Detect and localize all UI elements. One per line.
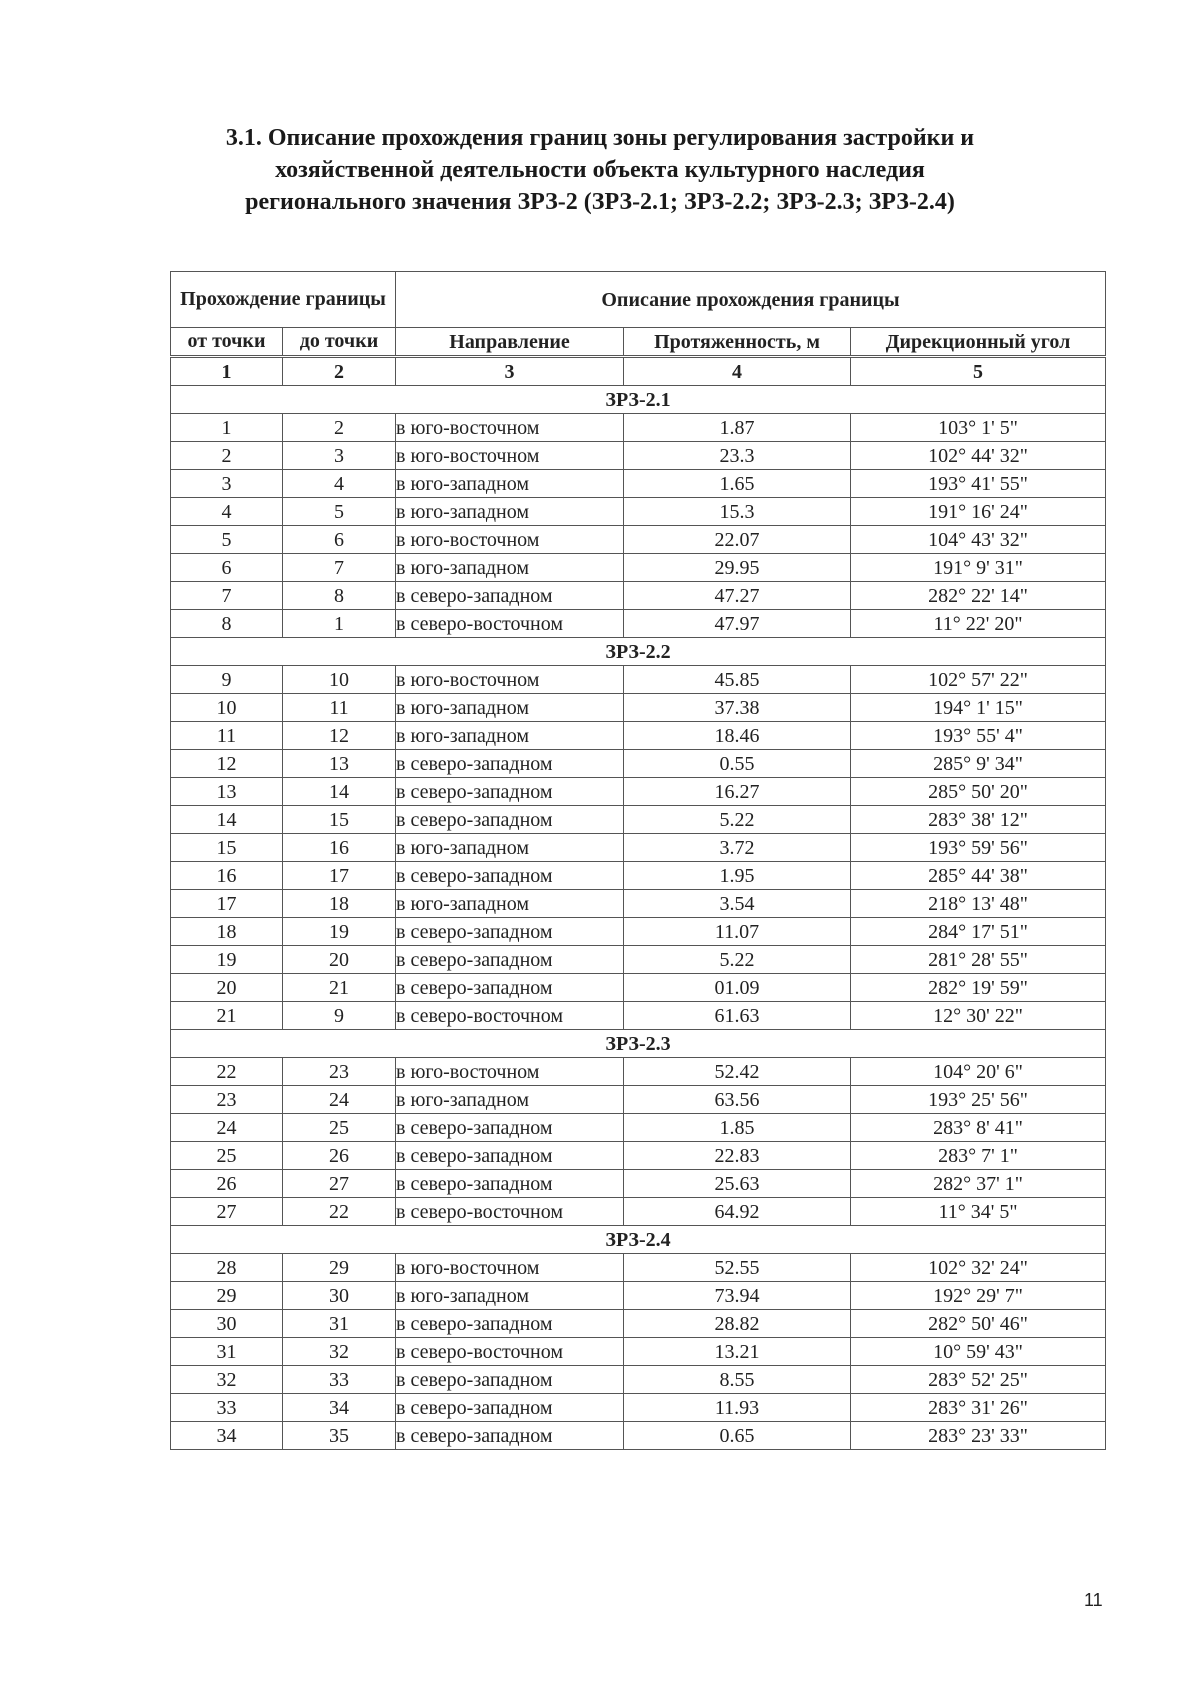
table-row [171, 610, 1106, 638]
from-point-cell: 11 [171, 722, 283, 750]
length-cell: 22.07 [624, 526, 851, 554]
table-row [171, 526, 1106, 554]
from-point-cell: 1 [171, 414, 283, 442]
table-row [171, 582, 1106, 610]
table-row [171, 750, 1106, 778]
angle-cell: 191° 16' 24" [851, 498, 1106, 526]
length-cell: 13.21 [624, 1338, 851, 1366]
angle-cell: 285° 50' 20" [851, 778, 1106, 806]
length-cell: 28.82 [624, 1310, 851, 1338]
direction-cell: в юго-западном [396, 498, 624, 526]
from-point-cell: 16 [171, 862, 283, 890]
table-row [171, 722, 1106, 750]
from-point-cell: 29 [171, 1282, 283, 1310]
length-cell: 3.54 [624, 890, 851, 918]
direction-cell: в северо-западном [396, 1310, 624, 1338]
angle-cell: 283° 52' 25" [851, 1366, 1106, 1394]
to-point-cell: 8 [283, 582, 396, 610]
from-point-cell: 32 [171, 1366, 283, 1394]
length-cell: 22.83 [624, 1142, 851, 1170]
direction-cell: в юго-западном [396, 1086, 624, 1114]
to-point-cell: 27 [283, 1170, 396, 1198]
to-point-cell: 32 [283, 1338, 396, 1366]
from-point-cell: 10 [171, 694, 283, 722]
direction-cell: в юго-восточном [396, 526, 624, 554]
header-direction: Направление [396, 328, 624, 357]
table-row [171, 806, 1106, 834]
document-title [150, 122, 1050, 218]
angle-cell: 218° 13' 48" [851, 890, 1106, 918]
to-point-cell: 20 [283, 946, 396, 974]
to-point-cell: 9 [283, 1002, 396, 1030]
from-point-cell: 25 [171, 1142, 283, 1170]
angle-cell: 281° 28' 55" [851, 946, 1106, 974]
to-point-cell: 11 [283, 694, 396, 722]
from-point-cell: 34 [171, 1422, 283, 1450]
direction-cell: в юго-западном [396, 1282, 624, 1310]
length-cell: 25.63 [624, 1170, 851, 1198]
title-line-3: регионального значения ЗРЗ-2 (ЗРЗ-2.1; ЗРЗ-2.2; ЗРЗ-2.3; ЗРЗ-2.4) [245, 189, 955, 215]
angle-cell: 193° 59' 56" [851, 834, 1106, 862]
angle-cell: 283° 7' 1" [851, 1142, 1106, 1170]
angle-cell: 11° 34' 5" [851, 1198, 1106, 1226]
from-point-cell: 30 [171, 1310, 283, 1338]
zone-header-row [171, 638, 1106, 666]
direction-cell: в юго-восточном [396, 414, 624, 442]
to-point-cell: 7 [283, 554, 396, 582]
table-row [171, 1310, 1106, 1338]
table-row [171, 1254, 1106, 1282]
to-point-cell: 13 [283, 750, 396, 778]
direction-cell: в северо-восточном [396, 610, 624, 638]
header-to-point: до точки [283, 328, 396, 357]
from-point-cell: 28 [171, 1254, 283, 1282]
to-point-cell: 14 [283, 778, 396, 806]
direction-cell: в юго-западном [396, 722, 624, 750]
table-row [171, 1422, 1106, 1450]
title-line-1: 3.1. Описание прохождения границ зоны регулирования застройки и [225, 125, 975, 151]
direction-cell: в северо-западном [396, 806, 624, 834]
direction-cell: в юго-восточном [396, 666, 624, 694]
to-point-cell: 1 [283, 610, 396, 638]
to-point-cell: 23 [283, 1058, 396, 1086]
from-point-cell: 14 [171, 806, 283, 834]
direction-cell: в северо-западном [396, 750, 624, 778]
direction-cell: в северо-восточном [396, 1198, 624, 1226]
to-point-cell: 25 [283, 1114, 396, 1142]
to-point-cell: 6 [283, 526, 396, 554]
length-cell: 15.3 [624, 498, 851, 526]
header-angle: Дирекционный угол [851, 328, 1106, 357]
boundary-table-body [171, 272, 1106, 1450]
length-cell: 0.55 [624, 750, 851, 778]
angle-cell: 191° 9' 31" [851, 554, 1106, 582]
direction-cell: в северо-западном [396, 1114, 624, 1142]
to-point-cell: 10 [283, 666, 396, 694]
length-cell: 1.65 [624, 470, 851, 498]
zone-name: ЗРЗ-2.1 [171, 386, 1106, 414]
to-point-cell: 3 [283, 442, 396, 470]
to-point-cell: 16 [283, 834, 396, 862]
column-number: 4 [624, 357, 851, 386]
from-point-cell: 9 [171, 666, 283, 694]
to-point-cell: 26 [283, 1142, 396, 1170]
from-point-cell: 13 [171, 778, 283, 806]
direction-cell: в юго-западном [396, 890, 624, 918]
from-point-cell: 5 [171, 526, 283, 554]
direction-cell: в юго-восточном [396, 442, 624, 470]
length-cell: 5.22 [624, 946, 851, 974]
from-point-cell: 22 [171, 1058, 283, 1086]
table-row [171, 1198, 1106, 1226]
table-row [171, 1170, 1106, 1198]
length-cell: 3.72 [624, 834, 851, 862]
direction-cell: в северо-западном [396, 1422, 624, 1450]
from-point-cell: 31 [171, 1338, 283, 1366]
length-cell: 01.09 [624, 974, 851, 1002]
length-cell: 8.55 [624, 1366, 851, 1394]
angle-cell: 12° 30' 22" [851, 1002, 1106, 1030]
angle-cell: 104° 43' 32" [851, 526, 1106, 554]
from-point-cell: 18 [171, 918, 283, 946]
column-number: 2 [283, 357, 396, 386]
direction-cell: в северо-западном [396, 1394, 624, 1422]
angle-cell: 10° 59' 43" [851, 1338, 1106, 1366]
direction-cell: в юго-западном [396, 554, 624, 582]
from-point-cell: 26 [171, 1170, 283, 1198]
angle-cell: 192° 29' 7" [851, 1282, 1106, 1310]
table-row [171, 974, 1106, 1002]
length-cell: 45.85 [624, 666, 851, 694]
to-point-cell: 34 [283, 1394, 396, 1422]
from-point-cell: 6 [171, 554, 283, 582]
angle-cell: 194° 1' 15" [851, 694, 1106, 722]
table-row [171, 666, 1106, 694]
direction-cell: в северо-западном [396, 862, 624, 890]
to-point-cell: 33 [283, 1366, 396, 1394]
to-point-cell: 22 [283, 1198, 396, 1226]
length-cell: 73.94 [624, 1282, 851, 1310]
angle-cell: 282° 22' 14" [851, 582, 1106, 610]
to-point-cell: 15 [283, 806, 396, 834]
direction-cell: в юго-западном [396, 834, 624, 862]
table-row [171, 1282, 1106, 1310]
length-cell: 29.95 [624, 554, 851, 582]
from-point-cell: 23 [171, 1086, 283, 1114]
angle-cell: 193° 55' 4" [851, 722, 1106, 750]
angle-cell: 283° 8' 41" [851, 1114, 1106, 1142]
direction-cell: в юго-восточном [396, 1254, 624, 1282]
direction-cell: в северо-западном [396, 1366, 624, 1394]
column-number: 5 [851, 357, 1106, 386]
length-cell: 18.46 [624, 722, 851, 750]
length-cell: 1.87 [624, 414, 851, 442]
angle-cell: 285° 9' 34" [851, 750, 1106, 778]
angle-cell: 104° 20' 6" [851, 1058, 1106, 1086]
table-row [171, 1086, 1106, 1114]
direction-cell: в юго-западном [396, 694, 624, 722]
page-number: 11 [1084, 1590, 1103, 1610]
angle-cell: 11° 22' 20" [851, 610, 1106, 638]
to-point-cell: 12 [283, 722, 396, 750]
to-point-cell: 35 [283, 1422, 396, 1450]
length-cell: 1.95 [624, 862, 851, 890]
column-number: 1 [171, 357, 283, 386]
length-cell: 11.07 [624, 918, 851, 946]
header-passage: Прохождение границы [171, 272, 396, 328]
direction-cell: в северо-западном [396, 778, 624, 806]
angle-cell: 193° 25' 56" [851, 1086, 1106, 1114]
table-row [171, 918, 1106, 946]
length-cell: 5.22 [624, 806, 851, 834]
direction-cell: в северо-западном [396, 1142, 624, 1170]
header-from-point: от точки [171, 328, 283, 357]
length-cell: 11.93 [624, 1394, 851, 1422]
angle-cell: 282° 50' 46" [851, 1310, 1106, 1338]
direction-cell: в северо-западном [396, 1170, 624, 1198]
title-line-2: хозяйственной деятельности объекта культурного наследия [275, 157, 925, 183]
zone-name: ЗРЗ-2.4 [171, 1226, 1106, 1254]
to-point-cell: 30 [283, 1282, 396, 1310]
from-point-cell: 21 [171, 1002, 283, 1030]
to-point-cell: 5 [283, 498, 396, 526]
zone-header-row [171, 386, 1106, 414]
direction-cell: в северо-западном [396, 918, 624, 946]
from-point-cell: 33 [171, 1394, 283, 1422]
table-row [171, 498, 1106, 526]
to-point-cell: 31 [283, 1310, 396, 1338]
length-cell: 47.27 [624, 582, 851, 610]
direction-cell: в северо-западном [396, 582, 624, 610]
length-cell: 63.56 [624, 1086, 851, 1114]
length-cell: 0.65 [624, 1422, 851, 1450]
header-length: Протяженность, м [624, 328, 851, 357]
length-cell: 47.97 [624, 610, 851, 638]
table-row [171, 778, 1106, 806]
length-cell: 37.38 [624, 694, 851, 722]
from-point-cell: 12 [171, 750, 283, 778]
length-cell: 64.92 [624, 1198, 851, 1226]
boundary-table [170, 271, 1106, 1450]
from-point-cell: 2 [171, 442, 283, 470]
direction-cell: в северо-западном [396, 974, 624, 1002]
direction-cell: в северо-восточном [396, 1338, 624, 1366]
angle-cell: 193° 41' 55" [851, 470, 1106, 498]
length-cell: 16.27 [624, 778, 851, 806]
length-cell: 52.55 [624, 1254, 851, 1282]
angle-cell: 102° 57' 22" [851, 666, 1106, 694]
table-row [171, 554, 1106, 582]
table-row [171, 946, 1106, 974]
to-point-cell: 21 [283, 974, 396, 1002]
direction-cell: в юго-западном [396, 470, 624, 498]
angle-cell: 283° 31' 26" [851, 1394, 1106, 1422]
table-row [171, 1114, 1106, 1142]
table-row [171, 862, 1106, 890]
zone-name: ЗРЗ-2.2 [171, 638, 1106, 666]
angle-cell: 102° 32' 24" [851, 1254, 1106, 1282]
to-point-cell: 24 [283, 1086, 396, 1114]
zone-header-row [171, 1030, 1106, 1058]
length-cell: 1.85 [624, 1114, 851, 1142]
from-point-cell: 20 [171, 974, 283, 1002]
to-point-cell: 4 [283, 470, 396, 498]
to-point-cell: 19 [283, 918, 396, 946]
to-point-cell: 18 [283, 890, 396, 918]
table-row [171, 890, 1106, 918]
table-row [171, 834, 1106, 862]
table-row [171, 1338, 1106, 1366]
table-row [171, 1058, 1106, 1086]
from-point-cell: 7 [171, 582, 283, 610]
angle-cell: 283° 23' 33" [851, 1422, 1106, 1450]
from-point-cell: 3 [171, 470, 283, 498]
angle-cell: 283° 38' 12" [851, 806, 1106, 834]
from-point-cell: 27 [171, 1198, 283, 1226]
direction-cell: в северо-западном [396, 946, 624, 974]
column-number: 3 [396, 357, 624, 386]
from-point-cell: 8 [171, 610, 283, 638]
direction-cell: в юго-восточном [396, 1058, 624, 1086]
to-point-cell: 17 [283, 862, 396, 890]
length-cell: 61.63 [624, 1002, 851, 1030]
length-cell: 52.42 [624, 1058, 851, 1086]
angle-cell: 284° 17' 51" [851, 918, 1106, 946]
from-point-cell: 24 [171, 1114, 283, 1142]
angle-cell: 102° 44' 32" [851, 442, 1106, 470]
zone-name: ЗРЗ-2.3 [171, 1030, 1106, 1058]
length-cell: 23.3 [624, 442, 851, 470]
from-point-cell: 19 [171, 946, 283, 974]
angle-cell: 285° 44' 38" [851, 862, 1106, 890]
table-row [171, 1394, 1106, 1422]
angle-cell: 282° 19' 59" [851, 974, 1106, 1002]
direction-cell: в северо-восточном [396, 1002, 624, 1030]
to-point-cell: 29 [283, 1254, 396, 1282]
zone-header-row [171, 1226, 1106, 1254]
header-description: Описание прохождения границы [396, 272, 1106, 328]
table-row [171, 470, 1106, 498]
from-point-cell: 4 [171, 498, 283, 526]
table-row [171, 1366, 1106, 1394]
table-row [171, 414, 1106, 442]
to-point-cell: 2 [283, 414, 396, 442]
table-row [171, 1142, 1106, 1170]
angle-cell: 103° 1' 5" [851, 414, 1106, 442]
table-row [171, 442, 1106, 470]
table-row [171, 694, 1106, 722]
from-point-cell: 15 [171, 834, 283, 862]
table-row [171, 1002, 1106, 1030]
from-point-cell: 17 [171, 890, 283, 918]
angle-cell: 282° 37' 1" [851, 1170, 1106, 1198]
